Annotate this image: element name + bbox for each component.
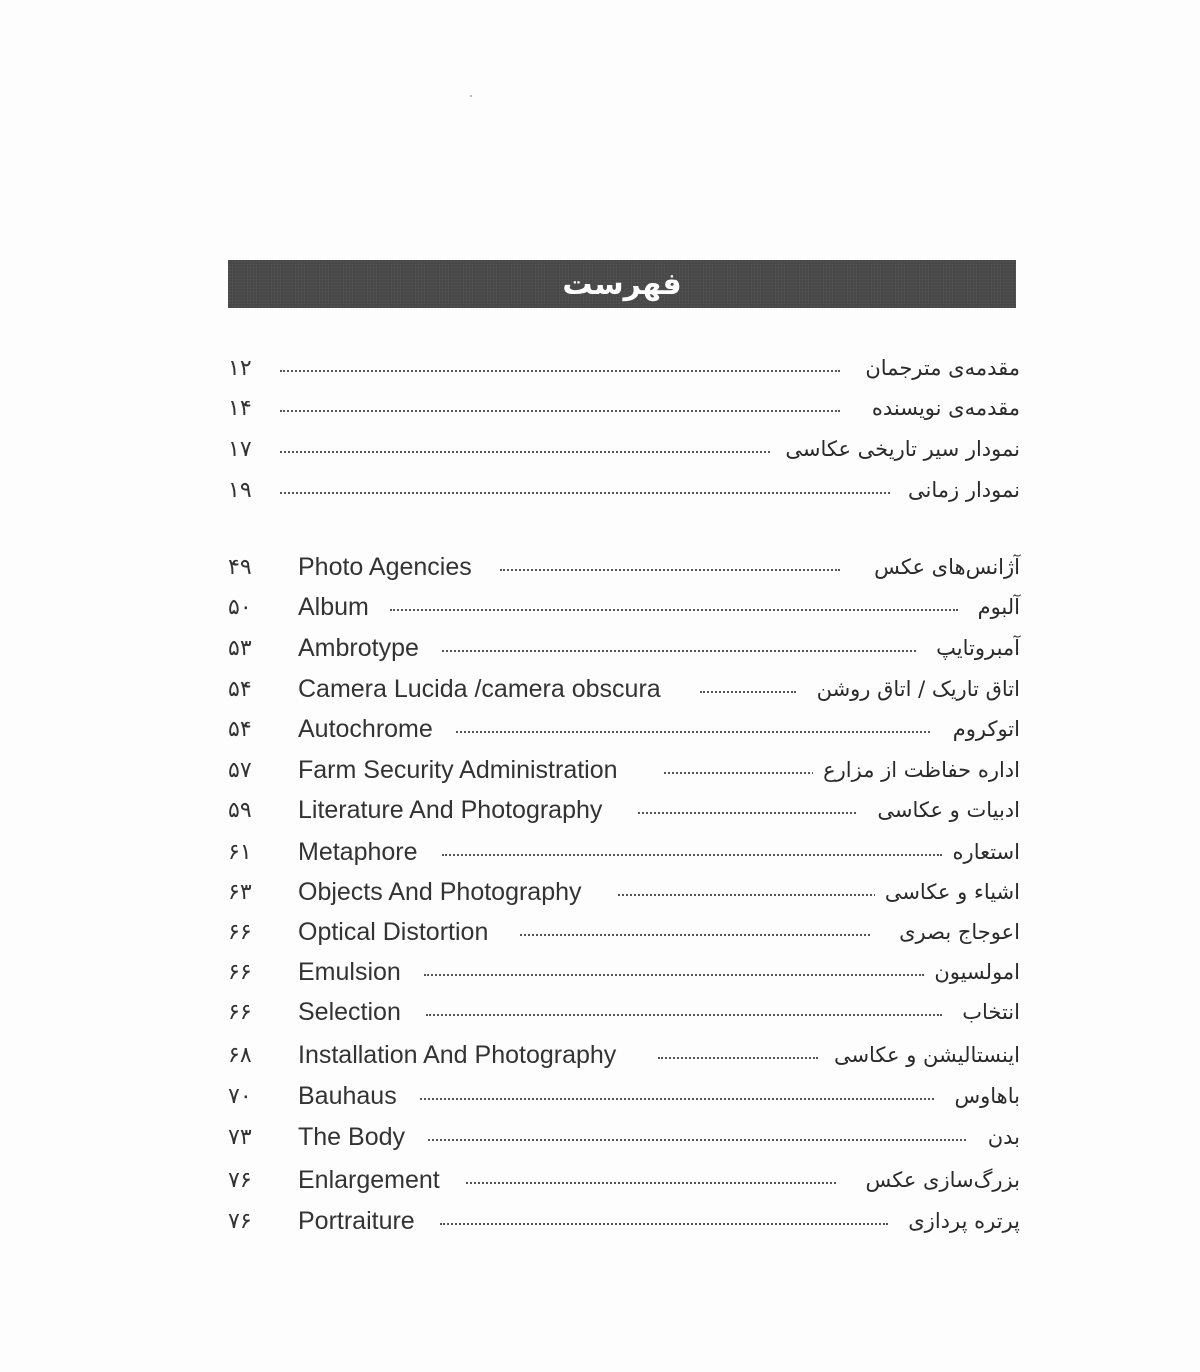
persian-title: باهاوس: [945, 1084, 1021, 1108]
page-number: ۶۶: [228, 959, 252, 985]
toc-entry-row: [228, 1078, 1020, 1114]
persian-title: اینستالیشن و عکاسی: [824, 1043, 1020, 1067]
persian-title: آژانس‌های عکس: [864, 555, 1020, 579]
page-number: ۷۶: [228, 1208, 252, 1234]
persian-title: آمبروتایپ: [926, 636, 1020, 660]
english-title: Ambrotype: [298, 634, 431, 663]
english-title: Camera Lucida /camera obscura: [298, 675, 673, 704]
dot-leader: [658, 1055, 818, 1059]
persian-title: بزرگ‌سازی عکس: [855, 1168, 1020, 1192]
toc-entry-row: [228, 589, 1020, 625]
page-number: ۴۹: [228, 554, 252, 580]
dot-leader: [280, 449, 770, 453]
dot-leader: [426, 1012, 942, 1016]
toc-entry-row: [228, 671, 1020, 707]
toc-front-row: [228, 431, 1020, 467]
page-number: ۵۴: [228, 676, 252, 702]
dot-leader: [618, 892, 880, 896]
dot-leader: [428, 1137, 966, 1141]
page-number: ۶۸: [228, 1042, 252, 1068]
page-number: ۷۶: [228, 1167, 252, 1193]
persian-title: پرتره پردازی: [898, 1209, 1020, 1233]
toc-entry-row: [228, 549, 1020, 585]
english-title: Farm Security Administration: [298, 756, 630, 785]
toc-entry-row: [228, 1119, 1020, 1155]
english-title: Objects And Photography: [298, 878, 594, 907]
page-number: ۵۷: [228, 757, 252, 783]
scan-speck: [470, 95, 472, 97]
english-title: Literature And Photography: [298, 796, 614, 825]
english-title: Optical Distortion: [298, 918, 500, 947]
english-title: Metaphore: [298, 838, 430, 867]
persian-title: اداره حفاظت از مزارع: [813, 758, 1020, 782]
toc-entry-row: [228, 1203, 1020, 1239]
dot-leader: [442, 852, 942, 856]
english-title: Portraiture: [298, 1207, 427, 1236]
toc-entry-row: [228, 834, 1020, 870]
dot-leader: [442, 648, 916, 652]
dot-leader: [440, 1221, 888, 1225]
english-title: Installation And Photography: [298, 1041, 628, 1070]
toc-entry-row: [228, 752, 1020, 788]
toc-entry-row: [228, 792, 1020, 828]
page-number: ۵۰: [228, 594, 252, 620]
toc-entry-row: [228, 954, 1020, 990]
toc-entry-row: [228, 994, 1020, 1030]
toc-entry-row: [228, 711, 1020, 747]
english-title: Selection: [298, 998, 413, 1027]
persian-title: بدن: [978, 1125, 1020, 1149]
page-number: ۶۳: [228, 879, 252, 905]
persian-title: اشیاء و عکاسی: [875, 880, 1020, 904]
page-number: ۱۷: [228, 436, 252, 462]
page-number: ۶۶: [228, 919, 252, 945]
page-number: ۱۲: [228, 355, 252, 381]
toc-entry-row: [228, 874, 1020, 910]
english-title: Autochrome: [298, 715, 445, 744]
page-number: ۱۹: [228, 477, 252, 503]
persian-title: نمودار سیر تاریخی عکاسی: [775, 437, 1020, 461]
dot-leader: [466, 1180, 836, 1184]
dot-leader: [700, 689, 796, 693]
toc-entry-row: [228, 630, 1020, 666]
dot-leader: [280, 408, 840, 412]
page-number: ۵۹: [228, 797, 252, 823]
english-title: The Body: [298, 1123, 417, 1152]
dot-leader: [520, 932, 870, 936]
page-number: ۷۰: [228, 1083, 252, 1109]
persian-title: ادبیات و عکاسی: [867, 798, 1020, 822]
toc-entry-row: [228, 914, 1020, 950]
dot-leader: [424, 972, 924, 976]
persian-title: اعوجاج بصری: [889, 920, 1020, 944]
english-title: Emulsion: [298, 958, 413, 987]
toc-front-row: [228, 472, 1020, 508]
persian-title: اتوکروم: [943, 717, 1020, 741]
toc-entry-row: [228, 1037, 1020, 1073]
page-number: ۶۶: [228, 999, 252, 1025]
dot-leader: [664, 770, 818, 774]
page-number: ۶۱: [228, 839, 252, 865]
dot-leader: [420, 1096, 934, 1100]
persian-title: مقدمه‌ی نویسنده: [862, 396, 1020, 420]
english-title: Album: [298, 593, 381, 622]
english-title: Bauhaus: [298, 1082, 409, 1111]
persian-title: مقدمه‌ی مترجمان: [855, 356, 1020, 380]
dot-leader: [390, 607, 958, 611]
dot-leader: [456, 729, 930, 733]
persian-title: نمودار زمانی: [898, 478, 1020, 502]
dot-leader: [280, 368, 840, 372]
toc-entry-row: [228, 1162, 1020, 1198]
persian-title: انتخاب: [952, 1000, 1020, 1024]
toc-front-row: [228, 390, 1020, 426]
persian-title: اتاق تاریک / اتاق روشن: [807, 677, 1020, 701]
dot-leader: [500, 567, 840, 571]
english-title: Photo Agencies: [298, 553, 484, 582]
persian-title: امولسیون: [924, 960, 1020, 984]
english-title: Enlargement: [298, 1166, 452, 1195]
dot-leader: [638, 810, 856, 814]
page-title: فهرست: [562, 266, 682, 302]
title-banner: [228, 260, 1016, 308]
persian-title: استعاره: [943, 840, 1020, 864]
dot-leader: [280, 490, 890, 494]
page-number: ۷۳: [228, 1124, 252, 1150]
page-number: ۱۴: [228, 395, 252, 421]
toc-front-row: [228, 350, 1020, 386]
persian-title: آلبوم: [968, 595, 1020, 619]
page-number: ۵۳: [228, 635, 252, 661]
page-number: ۵۴: [228, 716, 252, 742]
